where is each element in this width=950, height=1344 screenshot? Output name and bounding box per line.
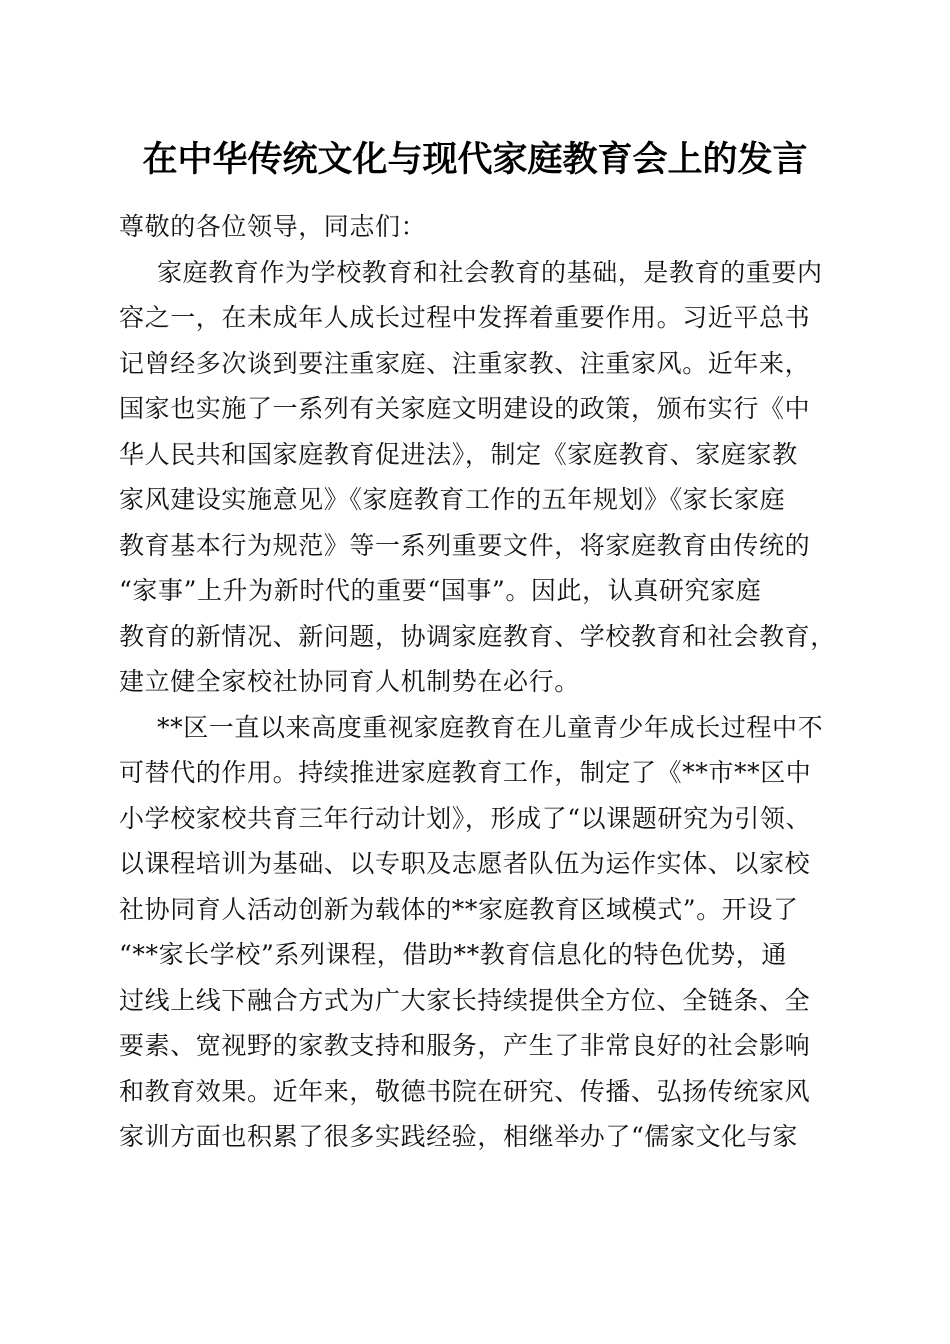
- paragraph-line: 以课程培训为基础、以专职及志愿者队伍为运作实体、以家校: [119, 849, 811, 878]
- paragraph-line: 社协同育人活动创新为载体的**家庭教育区域模式”。开设了: [119, 894, 799, 924]
- paragraph-line: 教育的新情况、新问题，协调家庭教育、学校教育和社会教育，: [119, 621, 836, 651]
- document-title: 在中华传统文化与现代家庭教育会上的发言: [142, 139, 808, 180]
- paragraph-line: “家事”上升为新时代的重要“国事”。因此，认真研究家庭: [119, 576, 762, 605]
- paragraph-line: 容之一，在未成年人成长过程中发挥着重要作用。习近平总书: [119, 303, 811, 332]
- paragraph-1: [119, 250, 836, 705]
- paragraph-line: **区一直以来高度重视家庭教育在儿童青少年成长过程中不: [157, 712, 824, 742]
- paragraph-2: [119, 705, 831, 1160]
- paragraph-line: 家训方面也积累了很多实践经验，相继举办了“儒家文化与家: [119, 1122, 798, 1151]
- paragraph-line: 华人民共和国家庭教育促进法》，制定《家庭教育、家庭家教: [119, 439, 798, 469]
- paragraph-line: 记曾经多次谈到要注重家庭、注重家教、注重家风。近年来，: [119, 348, 811, 378]
- paragraph-line: 建立健全家校社协同育人机制势在必行。: [119, 667, 580, 696]
- paragraph-line: 可替代的作用。持续推进家庭教育工作，制定了《**市**区中: [119, 758, 812, 787]
- paragraph-line: 教育基本行为规范》等一系列重要文件，将家庭教育由传统的: [119, 530, 811, 560]
- paragraph-line: 小学校家校共育三年行动计划》，形成了“以课题研究为引领、: [119, 803, 812, 833]
- paragraph-line: 家风建设实施意见》《家庭教育工作的五年规划》《家长家庭: [119, 485, 786, 514]
- paragraph-line: 要素、宽视野的家教支持和服务，产生了非常良好的社会影响: [119, 1031, 811, 1060]
- paragraph-line: “**家长学校”系列课程，借助**教育信息化的特色优势，通: [119, 940, 787, 969]
- document-body: [119, 204, 836, 1160]
- paragraph-line: 家庭教育作为学校教育和社会教育的基础，是教育的重要内: [157, 257, 823, 287]
- paragraph-line: 和教育效果。近年来，敬德书院在研究、传播、弘扬传统家风: [119, 1076, 811, 1106]
- paragraph-line: 过线上线下融合方式为广大家长持续提供全方位、全链条、全: [119, 985, 811, 1015]
- paragraph-line: 国家也实施了一系列有关家庭文明建设的政策，颁布实行《中: [119, 394, 811, 423]
- salutation: 尊敬的各位领导，同志们：: [119, 212, 427, 241]
